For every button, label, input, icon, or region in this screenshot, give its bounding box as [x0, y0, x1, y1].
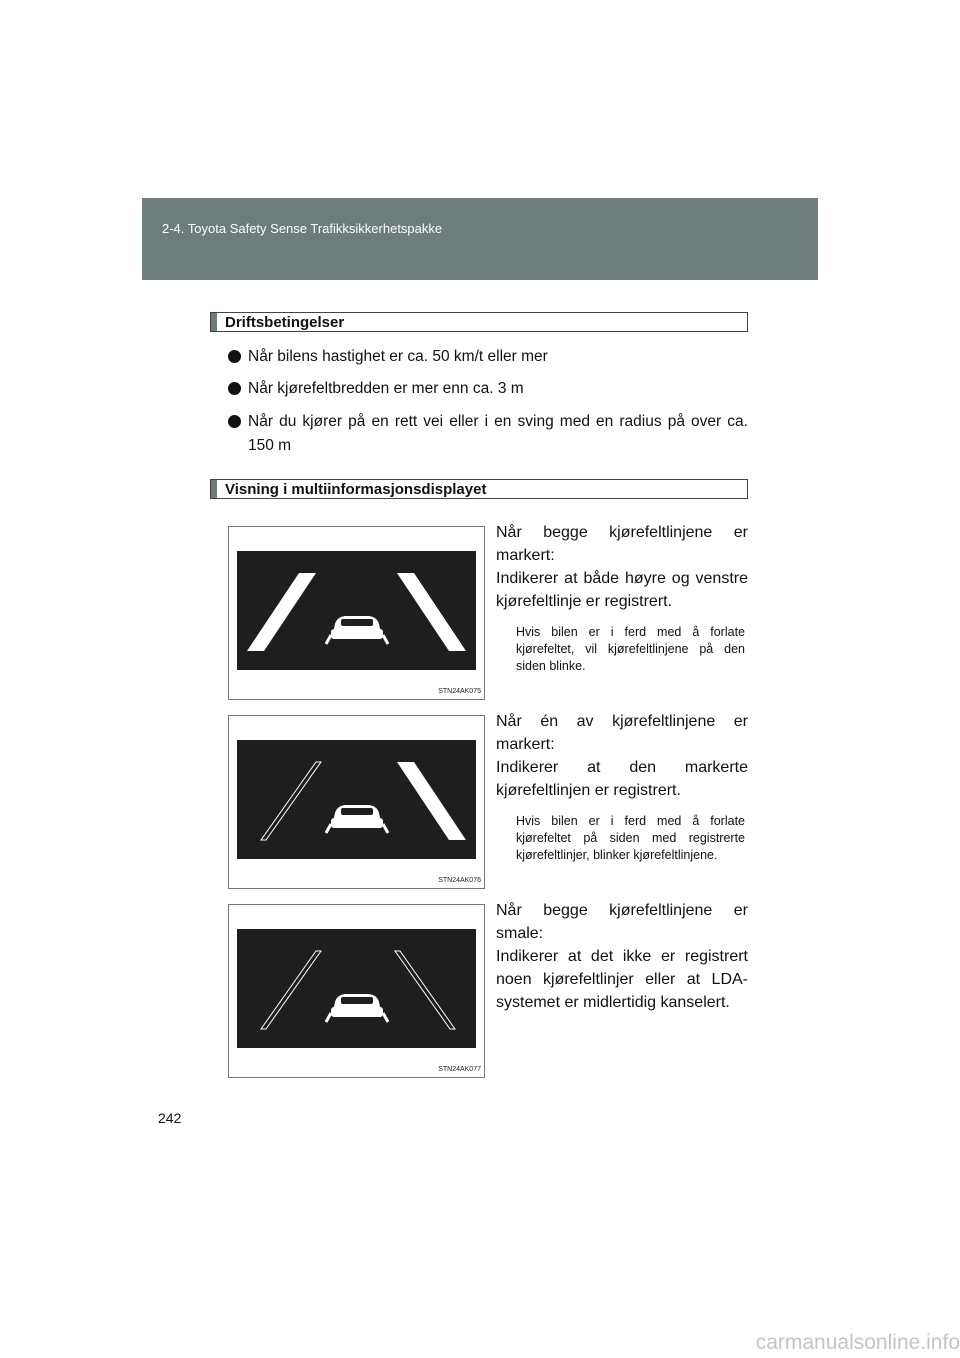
- section-title-text: Driftsbetingelser: [225, 314, 345, 331]
- car-icon: [326, 805, 388, 833]
- display-screen: [237, 740, 476, 859]
- section-accent: [211, 313, 217, 331]
- lane-display-icon: [237, 740, 476, 859]
- description-block: [496, 710, 748, 802]
- watermark-text: carmanualsonline.info: [755, 1331, 960, 1354]
- lane-display-icon: [237, 551, 476, 670]
- bullet-text: Når bilens hastighet er ca. 50 km/t eller mer: [248, 348, 548, 365]
- bullet-text: Når du kjører på en rett vei eller i en sving med en radius på over ca. 150 m: [248, 413, 748, 454]
- bullet-dot-icon: [228, 415, 241, 428]
- bullet-text: Når kjørefeltbredden er mer enn ca. 3 m: [248, 380, 524, 397]
- description-heading: Når begge kjørefeltlinjene er markert:: [496, 524, 748, 564]
- description-text: Indikerer at det ikke er registrert noen kjørefeltlinjer eller at LDA-systemet er midlertidig kanselert.: [496, 948, 748, 1011]
- figure-code: STN24AK076: [438, 877, 481, 884]
- description-heading: Når én av kjørefeltlinjene er markert:: [496, 713, 748, 753]
- bullet-item: [228, 345, 748, 369]
- section-title-visning: [210, 479, 748, 499]
- bullet-item: [228, 377, 748, 401]
- figure-code: STN24AK077: [438, 1066, 481, 1073]
- note-text: Hvis bilen er i ferd med å forlate kjørefeltet, vil kjørefeltlinjene på den siden blinke.: [516, 625, 745, 673]
- section-header: 2-4. Toyota Safety Sense Trafikksikkerhetspakke: [162, 221, 443, 236]
- watermark: [0, 1331, 960, 1355]
- bullet-dot-icon: [228, 382, 241, 395]
- description-heading: Når begge kjørefeltlinjene er smale:: [496, 902, 748, 942]
- section-title-driftsbetingelser: [210, 312, 748, 332]
- lane-display-icon: [237, 929, 476, 1048]
- bullet-dot-icon: [228, 350, 241, 363]
- section-accent: [211, 480, 217, 498]
- display-screen: [237, 929, 476, 1048]
- description-block: [496, 899, 748, 1014]
- display-figure-both-lanes: [228, 526, 485, 700]
- car-icon: [326, 616, 388, 644]
- display-figure-no-lanes: [228, 904, 485, 1078]
- page-number: 242: [158, 1110, 182, 1126]
- bullet-item: [228, 410, 748, 458]
- header-band: [142, 198, 818, 280]
- car-icon: [326, 994, 388, 1022]
- note-text: Hvis bilen er i ferd med å forlate kjørefeltet på siden med registrerte kjørefeltlinjer, blinker kjørefeltlinjene.: [516, 814, 745, 862]
- description-text: Indikerer at både høyre og venstre kjørefeltlinje er registrert.: [496, 570, 748, 610]
- section-title-text: Visning i multiinformasjonsdisplayet: [225, 481, 487, 498]
- display-figure-one-lane: [228, 715, 485, 889]
- display-screen: [237, 551, 476, 670]
- description-text: Indikerer at den markerte kjørefeltlinjen er registrert.: [496, 759, 748, 799]
- figure-code: STN24AK075: [438, 688, 481, 695]
- description-block: [496, 521, 748, 613]
